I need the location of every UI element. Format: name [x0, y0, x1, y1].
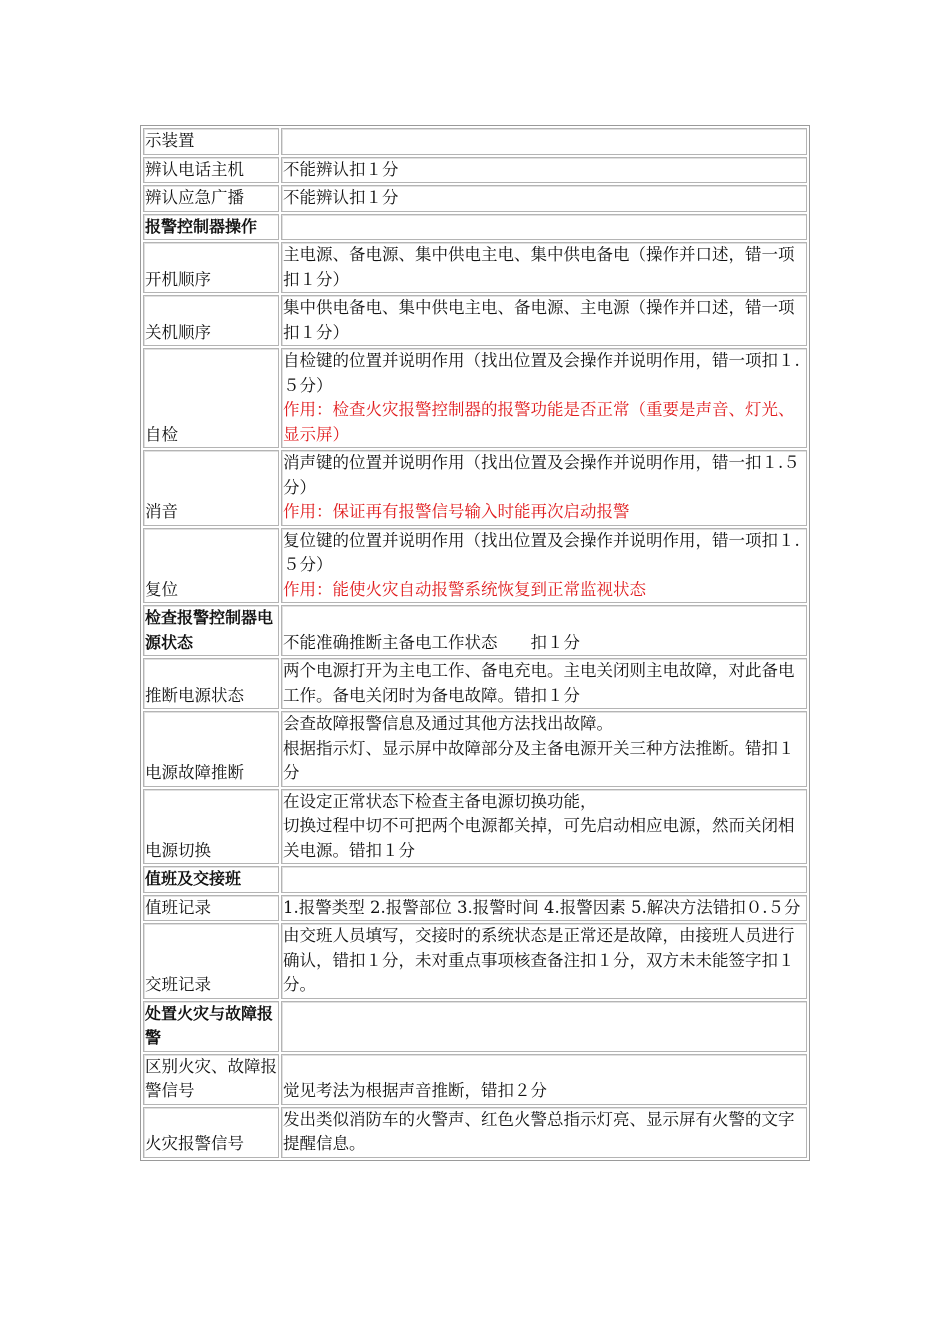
row-text: 复位键的位置并说明作用（找出位置及会操作并说明作用，错一项扣１.５分） [283, 530, 800, 574]
row-text: 不能辨认扣１分 [283, 188, 399, 207]
row-label: 消音 [143, 450, 279, 526]
table-row [143, 157, 807, 184]
table-row [143, 605, 807, 656]
row-text: 消声键的位置并说明作用（找出位置及会操作并说明作用，错一扣１.５分） [283, 453, 800, 497]
row-content [281, 895, 807, 922]
row-text: 主电源、备电源、集中供电主电、集中供电备电（操作并口述，错一项扣１分） [283, 245, 795, 289]
function-note: 作用：能使火灾自动报警系统恢复到正常监视状态 [283, 579, 646, 599]
row-content [281, 658, 807, 709]
row-text: 不能辨认扣１分 [283, 159, 399, 179]
row-label: 值班记录 [143, 895, 279, 922]
scoring-table [140, 125, 810, 1161]
row-text: 觉见考法为根据声音推断，错扣２分 [283, 1081, 547, 1100]
section-heading: 检查报警控制器电源状态 [143, 605, 279, 656]
row-label: 交班记录 [143, 923, 279, 999]
row-text: 发出类似消防车的火警声、红色火警总指示灯亮、显示屏有火警的文字提醒信息。 [283, 1109, 795, 1153]
table-row [143, 450, 807, 526]
row-label: 自检 [143, 348, 279, 448]
row-label: 复位 [143, 528, 279, 604]
function-note: 作用：检查火灾报警控制器的报警功能是否正常（重要是声音、灯光、显示屏） [283, 400, 795, 444]
table-row [143, 658, 807, 709]
row-content [281, 528, 807, 604]
section-heading: 处置火灾与故障报警 [143, 1001, 279, 1052]
row-text: 在设定正常状态下检查主备电源切换功能， [283, 791, 597, 811]
table-row [143, 242, 807, 293]
row-label: 火灾报警信号 [143, 1107, 279, 1158]
row-text: 集中供电备电、集中供电主电、备电源、主电源（操作并口述，错一项扣１分） [283, 298, 795, 342]
row-text: 由交班人员填写，交接时的系统状态是正常还是故障，由接班人员进行确认，错扣１分，未对重点事项核查备注扣１分，双方未未能签字扣１分。 [283, 926, 795, 994]
table-row [143, 1001, 807, 1052]
row-content [281, 923, 807, 999]
section-heading: 报警控制器操作 [143, 214, 279, 241]
table-row [143, 348, 807, 448]
row-content [281, 450, 807, 526]
table-row [143, 711, 807, 787]
table-row [143, 528, 807, 604]
row-content [281, 128, 807, 155]
row-content [281, 242, 807, 293]
row-text: 会查故障报警信息及通过其他方法找出故障。 [283, 714, 613, 733]
row-content [281, 789, 807, 865]
row-content [281, 348, 807, 448]
row-text: 两个电源打开为主电工作、备电充电。主电关闭则主电故障，对此备电工作。备电关闭时为备电故障。错扣１分 [283, 661, 795, 705]
row-label: 区别火灾、故障报警信号 [143, 1054, 279, 1105]
row-label: 开机顺序 [143, 242, 279, 293]
table-row [143, 895, 807, 922]
row-text: 根据指示灯、显示屏中故障部分及主备电源开关三种方法推断。错扣１分 [283, 738, 795, 782]
row-content [281, 214, 807, 241]
row-content [281, 866, 807, 893]
row-content [281, 295, 807, 346]
row-content [281, 1001, 807, 1052]
function-note: 作用：保证再有报警信号输入时能再次启动报警 [283, 502, 630, 521]
row-label: 辨认电话主机 [143, 157, 279, 184]
table-row [143, 866, 807, 893]
row-text: 切换过程中切不可把两个电源都关掉，可先启动相应电源，然而关闭相关电源。错扣１分 [283, 816, 795, 860]
table-row [143, 1107, 807, 1158]
row-label: 辨认应急广播 [143, 185, 279, 212]
row-text: 不能准确推断主备电工作状态 扣１分 [283, 632, 580, 652]
row-label: 推断电源状态 [143, 658, 279, 709]
table-row [143, 128, 807, 155]
table-row [143, 923, 807, 999]
row-content [281, 711, 807, 787]
section-heading: 值班及交接班 [143, 866, 279, 893]
row-text: 1.报警类型 2.报警部位 3.报警时间 4.报警因素 5.解决方法错扣０.５分 [283, 897, 801, 917]
row-label: 电源切换 [143, 789, 279, 865]
table-row [143, 789, 807, 865]
table-row [143, 295, 807, 346]
row-label: 电源故障推断 [143, 711, 279, 787]
table-row [143, 214, 807, 241]
row-content [281, 1054, 807, 1105]
row-content [281, 185, 807, 212]
row-content [281, 157, 807, 184]
table-row [143, 1054, 807, 1105]
row-content [281, 1107, 807, 1158]
row-label: 关机顺序 [143, 295, 279, 346]
row-content [281, 605, 807, 656]
row-label: 示装置 [143, 128, 279, 155]
row-text: 自检键的位置并说明作用（找出位置及会操作并说明作用，错一项扣１.５分） [283, 351, 800, 395]
table-row [143, 185, 807, 212]
